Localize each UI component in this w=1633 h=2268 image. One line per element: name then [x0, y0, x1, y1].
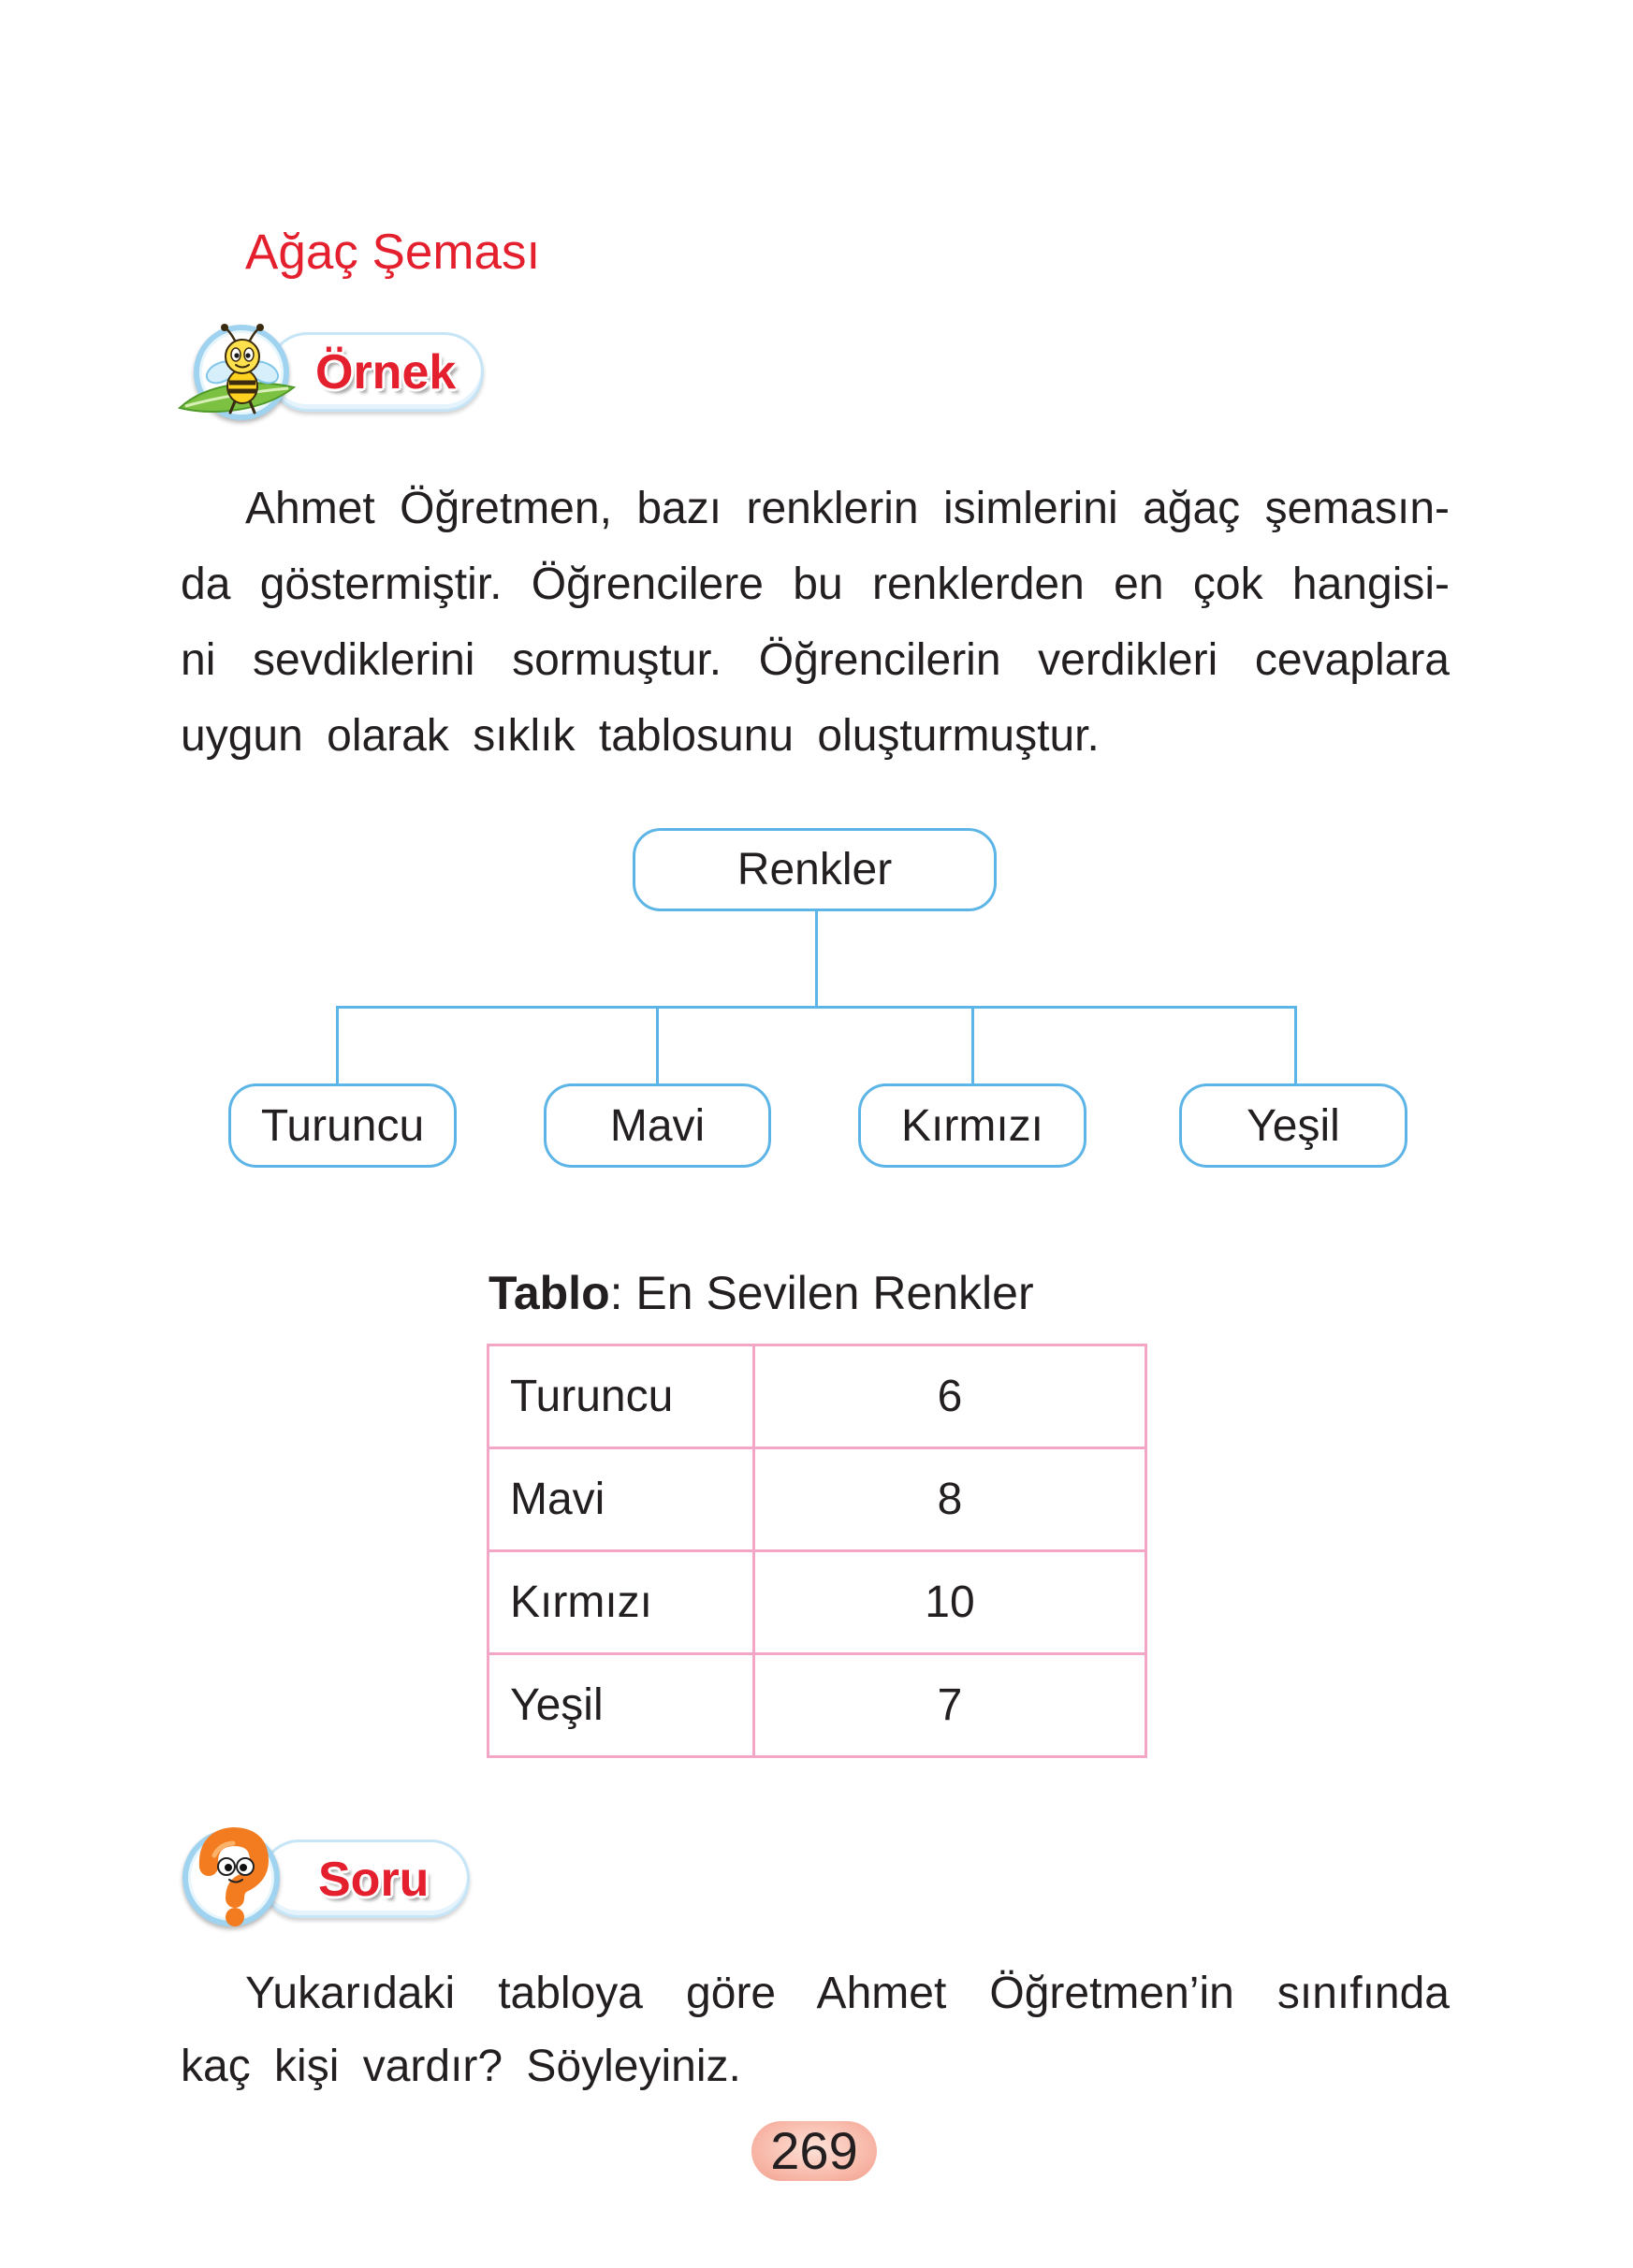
table-cell-value: 10	[754, 1551, 1146, 1654]
table-cell-value: 8	[754, 1448, 1146, 1551]
tree-connector-line	[336, 1006, 1297, 1009]
tree-connector-line	[1294, 1007, 1297, 1085]
tree-child-label: Yeşil	[1247, 1100, 1340, 1151]
table-row	[488, 1345, 1146, 1448]
table-row	[488, 1551, 1146, 1654]
question-mark-icon	[173, 1820, 290, 1937]
tree-root-node	[633, 828, 997, 911]
table-cell-label: Kırmızı	[488, 1551, 754, 1654]
tree-child-node-kirmizi	[858, 1083, 1086, 1168]
table-caption	[488, 1265, 1034, 1321]
question-text	[181, 1957, 1450, 2103]
table-cell-value: 6	[754, 1345, 1146, 1448]
tree-child-node-yesil	[1179, 1083, 1407, 1168]
tree-connector-line	[815, 909, 818, 1008]
paragraph-line: ni sevdiklerini sormuştur. Öğrencilerin verdikleri cevaplara	[181, 635, 1450, 685]
tree-connector-line	[656, 1007, 659, 1085]
page-number-badge	[751, 2121, 877, 2181]
table-cell-label: Turuncu	[488, 1345, 754, 1448]
question-badge	[173, 1820, 482, 1937]
tree-connector-line	[971, 1007, 974, 1085]
question-line: Yukarıdaki tabloya göre Ahmet Öğretmen’in sınıfında	[245, 1969, 1450, 2018]
tree-child-label: Turuncu	[260, 1100, 425, 1151]
table-caption-bold: Tablo	[488, 1267, 610, 1319]
example-badge	[178, 318, 496, 435]
tree-child-label: Mavi	[609, 1100, 706, 1151]
table-caption-rest: : En Sevilen Renkler	[609, 1267, 1034, 1319]
table-cell-value: 7	[754, 1654, 1146, 1757]
table-row	[488, 1448, 1146, 1551]
paragraph-line: Ahmet Öğretmen, bazı renklerin isimlerini ağaç şemasın-	[245, 484, 1450, 533]
tree-child-node-turuncu	[228, 1083, 457, 1168]
tree-connector-line	[336, 1007, 339, 1085]
tree-child-label: Kırmızı	[901, 1100, 1043, 1151]
section-title: Ağaç Şeması	[245, 225, 541, 280]
paragraph-line: da göstermiştir. Öğrencilere bu renklerden en çok hangisi-	[181, 560, 1450, 609]
table-cell-label: Yeşil	[488, 1654, 754, 1757]
tree-root-label: Renkler	[736, 845, 893, 894]
tree-child-node-mavi	[544, 1083, 771, 1168]
intro-paragraph	[181, 471, 1450, 774]
frequency-table	[487, 1344, 1147, 1758]
table-cell-label: Mavi	[488, 1448, 754, 1551]
table-row	[488, 1654, 1146, 1757]
question-badge-label: Soru	[318, 1853, 430, 1907]
paragraph-line: uygun olarak sıklık tablosunu oluşturmuştur.	[181, 711, 1100, 761]
example-badge-label: Örnek	[315, 345, 457, 400]
bee-on-leaf-icon	[178, 318, 309, 435]
question-line: kaç kişi vardır? Söyleyiniz.	[181, 2042, 741, 2091]
page-number: 269	[770, 2121, 858, 2180]
